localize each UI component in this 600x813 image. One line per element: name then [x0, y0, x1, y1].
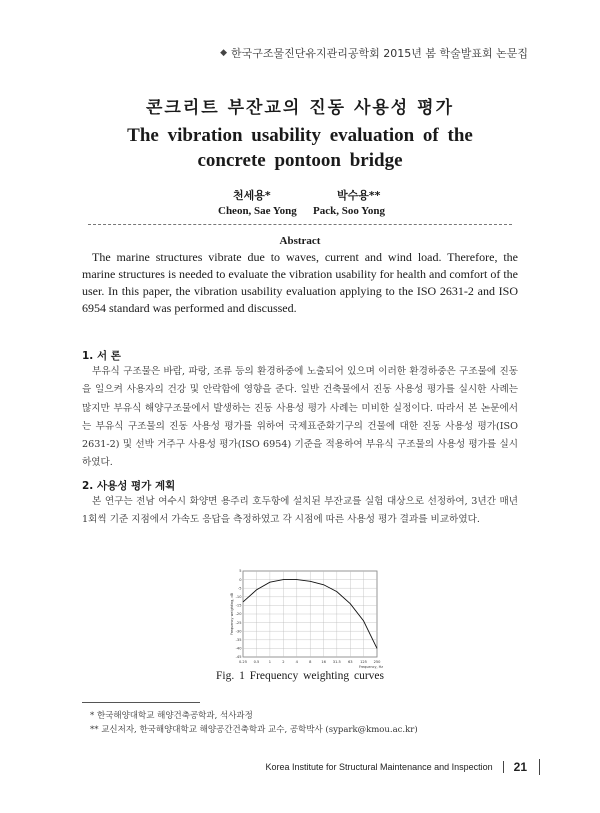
- y-tick-label: 0: [239, 577, 242, 582]
- paper-title-korean: 콘크리트 부잔교의 진동 사용성 평가: [145, 98, 454, 118]
- author-1-name-ko: 천세용*: [233, 189, 271, 202]
- x-tick-label: 2: [282, 660, 285, 664]
- y-tick-label: -25: [235, 620, 242, 625]
- section-1-heading: 1. 서 론: [82, 350, 121, 362]
- running-header: [220, 45, 528, 61]
- divider: [88, 224, 512, 225]
- section-1-text: 부유식 구조물은 바람, 파랑, 조류 등의 환경하중에 노출되어 있으며 이러한 환경하중은 구조물에 진동을 일으켜 사용자의 건강 및 안락함에 영향을 준다. 일반 건축물에서 진동 사용성 평가를 실시한 사례는 많지만 부유식 해양구조물에서 발생하는 진동 사용성 평가 사례는 미비한 실정이다. 따라서 본 논문에서는 부유식 구조물의 진동 사용성 평가를 위하여 국제표준화기구의 건물에 대한 진동 사용성 평가(ISO 2631-2) 및 선박 거주구 사용성 평가(ISO 6954) 기준을 적용하여 부유식 구조물의 사용성 평가를 실시하였다.: [82, 366, 518, 469]
- author-1-name-en: Cheon, Sae Yong: [218, 205, 297, 217]
- x-tick-label: 8: [309, 660, 312, 664]
- x-tick-label: 16: [321, 660, 326, 664]
- x-tick-label: 31.5: [332, 660, 341, 664]
- y-tick-label: -10: [235, 595, 242, 599]
- abstract-text: The marine structures vibrate due to waves, current and wind load. Therefore, the marine structures is needed to evaluate the vibration usability for health and comfort of the user. In this paper, the vibration usability evaluation applying to the ISO 2631-2 and ISO 6954 standard was performed and discussed.: [82, 250, 518, 315]
- x-tick-label: 250: [373, 660, 381, 664]
- x-tick-label: 125: [360, 660, 367, 664]
- paper-title-english: The vibration usability evaluation of the concrete pontoon bridge: [127, 125, 473, 171]
- x-tick-label: 4: [295, 660, 298, 664]
- footnote-2: ** 교신저자, 한국해양대학교 해양공간건축학과 교수, 공학박사 (sypark@kmou.ac.kr): [90, 725, 418, 735]
- abstract-heading: Abstract: [279, 235, 321, 247]
- header-bullet-icon: ◆: [220, 48, 227, 58]
- x-tick-label: 0.5: [253, 660, 260, 664]
- footer-separator: [503, 761, 504, 773]
- y-tick-label: -35: [235, 638, 242, 642]
- y-tick-label: -20: [235, 612, 242, 617]
- y-tick-label: -15: [235, 603, 242, 608]
- section-2-heading: 2. 사용성 평가 계획: [82, 480, 176, 492]
- y-axis-label: Frequency weighting, dB: [230, 593, 234, 635]
- figure-caption: Fig. 1 Frequency weighting curves: [215, 670, 384, 682]
- footer-edge-bar: [539, 759, 540, 775]
- footnotes: [90, 709, 418, 737]
- footnote-1: * 한국해양대학교 해양건축공학과, 석사과정: [90, 711, 253, 721]
- section-2-text: 본 연구는 전남 여수시 화양면 용주리 호두항에 설치된 부잔교를 실험 대상으로 선정하여, 3년간 매년 1회씩 기준 지점에서 가속도 응답을 측정하였고 각 시점에 따른 사용성 평가 결과를 비교하였다.: [82, 496, 518, 526]
- frequency-weighting-chart: [229, 567, 391, 671]
- author-2-name-en: Pack, Soo Yong: [313, 205, 386, 217]
- x-tick-label: 63: [347, 660, 353, 664]
- header-text: 한국구조물진단유지관리공학회 2015년 봄 학술발표회 논문집: [230, 47, 528, 60]
- x-axis-label: Frequency, Hz: [358, 665, 384, 669]
- y-tick-label: -5: [237, 586, 242, 591]
- y-tick-label: -40: [235, 646, 242, 651]
- author-2-name-ko: 박수용**: [337, 189, 381, 202]
- y-tick-label: 5: [239, 569, 242, 574]
- x-tick-label: 0.25: [238, 660, 248, 664]
- frequency-weighting-figure: [229, 567, 391, 671]
- page-footer: [266, 759, 541, 775]
- y-tick-label: -45: [235, 655, 242, 660]
- x-tick-label: 1: [268, 660, 272, 664]
- footer-institute: Korea Institute for Structural Maintenance and Inspection: [265, 762, 493, 772]
- footnote-divider: [82, 702, 200, 703]
- page-number: 21: [513, 760, 527, 774]
- y-tick-label: -30: [235, 629, 242, 634]
